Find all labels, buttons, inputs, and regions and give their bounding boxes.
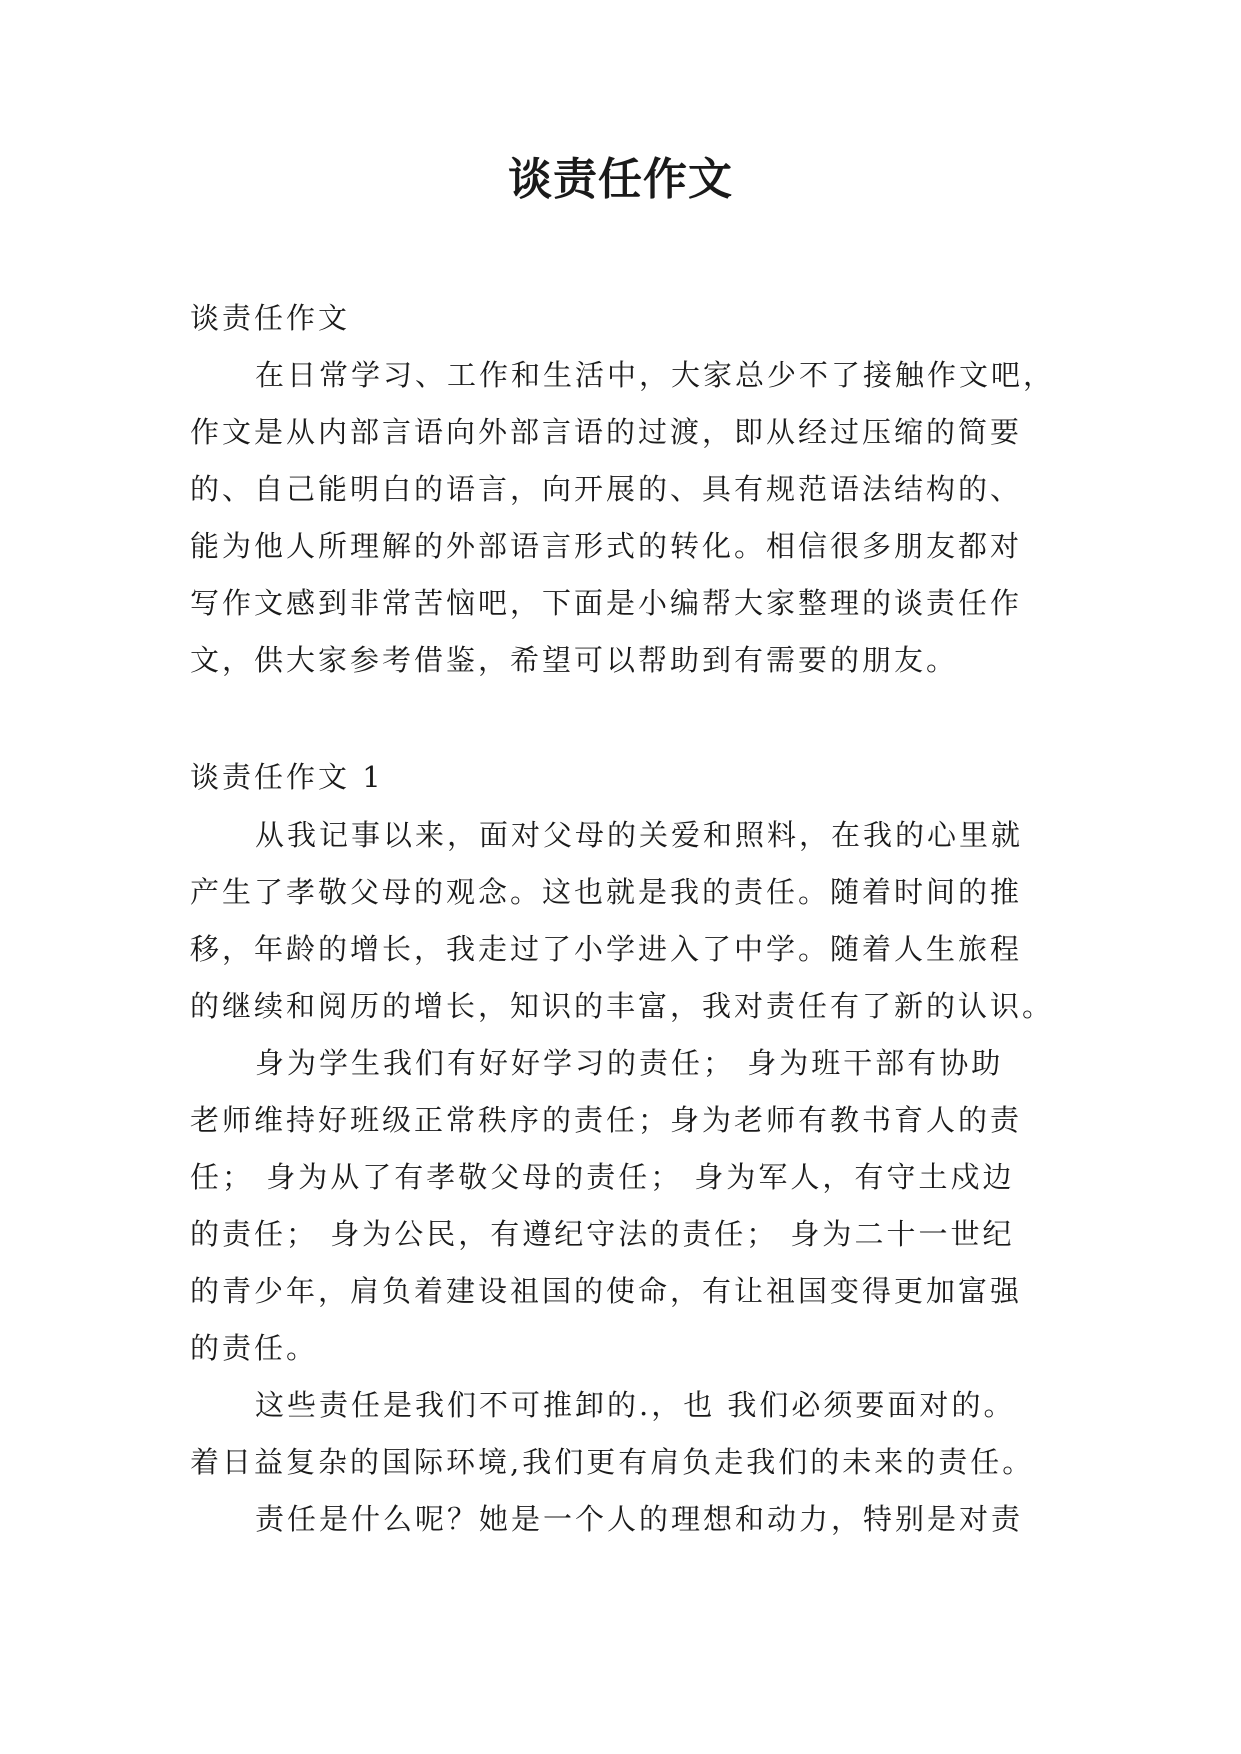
paragraph-line: 的责任。	[190, 1331, 319, 1365]
paragraph-line: 的责任； 身为公民，有遵纪守法的责任； 身为二十一世纪	[190, 1217, 1015, 1251]
section-heading: 谈责任作文 1	[190, 760, 384, 794]
paragraph-line: 着日益复杂的国际环境,我们更有肩负走我们的未来的责任。	[190, 1445, 1035, 1479]
paragraph-line: 移，年龄的增长，我走过了小学进入了中学。随着人生旅程	[190, 932, 1023, 966]
paragraph-line: 的青少年，肩负着建设祖国的使命，有让祖国变得更加富强	[190, 1274, 1023, 1308]
document-title: 谈责任作文	[508, 154, 733, 205]
paragraph-line: 任； 身为从了有孝敬父母的责任； 身为军人，有守土戍边	[190, 1160, 1015, 1194]
paragraph-line: 责任是什么呢？她是一个人的理想和动力，特别是对责	[255, 1502, 1024, 1536]
intro-line: 作文是从内部言语向外部言语的过渡，即从经过压缩的简要	[190, 415, 1023, 449]
intro-line: 的、自己能明白的语言，向开展的、具有规范语法结构的、	[190, 472, 1023, 506]
intro-line: 在日常学习、工作和生活中，大家总少不了接触作文吧，	[255, 358, 1056, 392]
intro-line: 写作文感到非常苦恼吧，下面是小编帮大家整理的谈责任作	[190, 586, 1023, 620]
paragraph-line: 身为学生我们有好好学习的责任； 身为班干部有协助	[255, 1046, 1004, 1080]
intro-line: 能为他人所理解的外部语言形式的转化。相信很多朋友都对	[190, 529, 1023, 563]
paragraph-line: 老师维持好班级正常秩序的责任；身为老师有教书育人的责	[190, 1103, 1023, 1137]
paragraph-line: 的继续和阅历的增长，知识的丰富，我对责任有了新的认识。	[190, 989, 1055, 1023]
subtitle: 谈责任作文	[190, 301, 351, 335]
paragraph-line: 从我记事以来，面对父母的关爱和照料，在我的心里就	[255, 818, 1024, 852]
paragraph-line: 这些责任是我们不可推卸的.，也 我们必须要面对的。	[255, 1388, 1016, 1422]
paragraph-line: 产生了孝敬父母的观念。这也就是我的责任。随着时间的推	[190, 875, 1023, 909]
intro-line: 文，供大家参考借鉴，希望可以帮助到有需要的朋友。	[190, 643, 959, 677]
